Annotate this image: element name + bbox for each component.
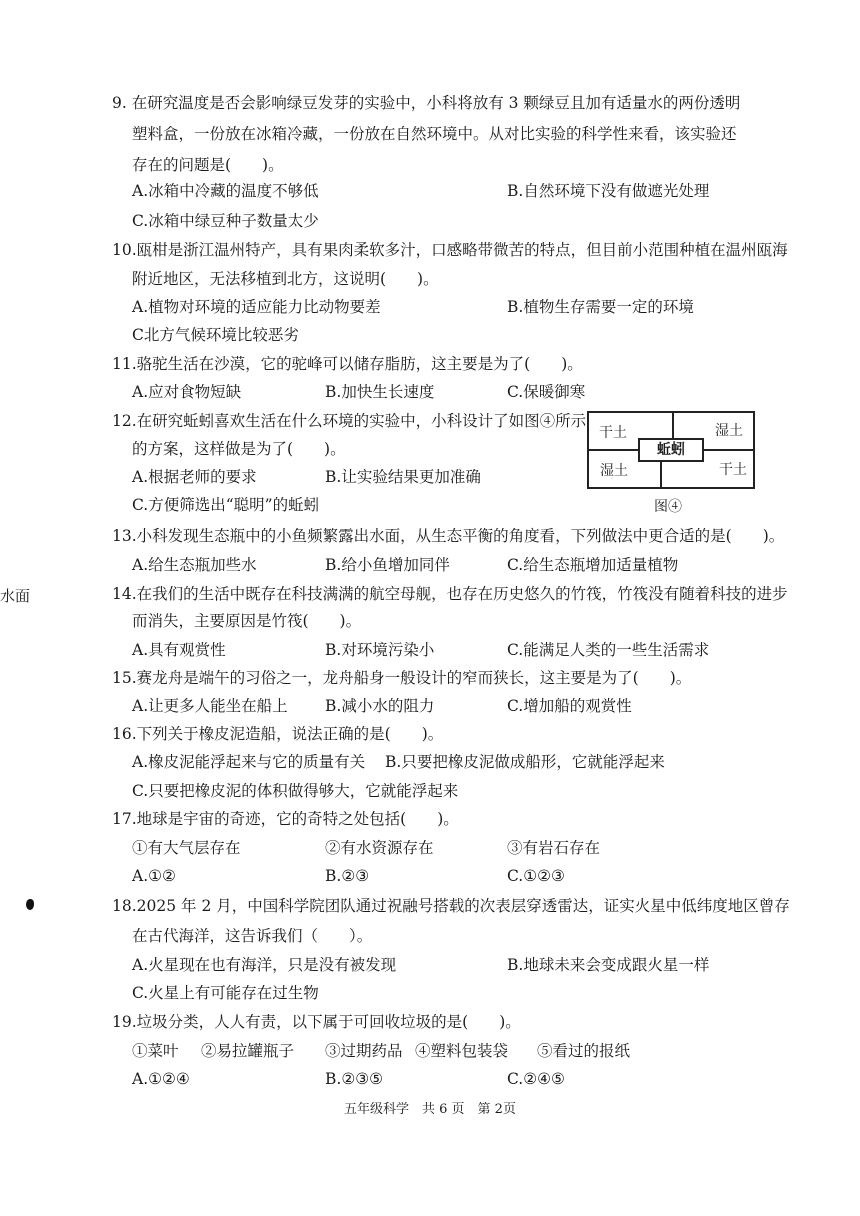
q18-line-1: 18.2025 年 2 月，中国科学院团队通过祝融号搭载的次表层穿透雷达，证实火星中低纬度地区曾存 xyxy=(112,897,790,915)
q12-option-b: B.让实验结果更加准确 xyxy=(325,468,481,486)
q18-line-2: 在古代海洋，这告诉我们（ ）。 xyxy=(132,927,373,945)
q10-option-b: B.植物生存需要一定的环境 xyxy=(507,298,694,316)
q10-option-c: C北方气候环境比较恶劣 xyxy=(132,326,299,344)
cell-dry-soil-top-left: 干土 xyxy=(599,425,627,441)
earthworm-experiment-diagram xyxy=(587,411,755,489)
q17-line-1: 17.地球是宇宙的奇迹，它的奇特之处包括( )。 xyxy=(112,810,459,828)
q11-line-1: 11.骆驼生活在沙漠，它的驼峰可以储存脂肪，这主要是为了( )。 xyxy=(112,355,583,373)
q19-item-3: ③过期药品 xyxy=(325,1042,403,1060)
q11-option-a: A.应对食物短缺 xyxy=(132,383,242,401)
q13-option-c: C.给生态瓶增加适量植物 xyxy=(507,556,679,574)
q16-line-1: 16.下列关于橡皮泥造船，说法正确的是( )。 xyxy=(112,725,444,743)
q12-option-a: A.根据老师的要求 xyxy=(132,468,257,486)
q10-line-1: 10.瓯柑是浙江温州特产，具有果肉柔软多汁，口感略带微苦的特点，但目前小范围种植在温州瓯海 xyxy=(112,241,788,259)
cell-dry-soil-bottom-right: 干土 xyxy=(719,462,747,478)
q17-item-1: ①有大气层存在 xyxy=(132,839,241,857)
cell-wet-soil-top-right: 湿土 xyxy=(715,423,743,439)
q9-option-c: C.冰箱中绿豆种子数量太少 xyxy=(132,212,319,230)
q12-line-1: 12.在研究蚯蚓喜欢生活在什么环境的实验中，小科设计了如图④所示 xyxy=(112,412,587,430)
q9-option-b: B.自然环境下没有做遮光处理 xyxy=(507,182,710,200)
margin-note: 水面 xyxy=(0,587,31,605)
q12-line-2: 的方案，这样做是为了( )。 xyxy=(132,440,346,458)
q19-item-1: ①菜叶 xyxy=(132,1042,179,1060)
earthworm-center-box: 蚯蚓 xyxy=(638,438,704,462)
q15-line-1: 15.赛龙舟是端午的习俗之一，龙舟船身一般设计的窄而狭长，这主要是为了( )。 xyxy=(112,669,692,687)
q10-option-a: A.植物对环境的适应能力比动物要差 xyxy=(132,298,381,316)
q17-option-c: C.①②③ xyxy=(507,867,565,885)
q14-option-c: C.能满足人类的一些生活需求 xyxy=(507,641,710,659)
q17-option-b: B.②③ xyxy=(325,867,370,885)
q19-option-a: A.①②④ xyxy=(132,1070,190,1088)
q14-option-a: A.具有观赏性 xyxy=(132,641,226,659)
q9-option-a: A.冰箱中冷藏的温度不够低 xyxy=(132,182,319,200)
q19-option-b: B.②③⑤ xyxy=(325,1070,384,1088)
q15-option-b: B.减小水的阻力 xyxy=(325,697,435,715)
q16-option-b: B.只要把橡皮泥做成船形，它就能浮起来 xyxy=(385,753,665,771)
q9-line-2: 塑料盒，一份放在冰箱冷藏，一份放在自然环境中。从对比实验的科学性来看，该实验还 xyxy=(132,125,737,143)
q19-option-c: C.②④⑤ xyxy=(507,1070,565,1088)
q14-option-b: B.对环境污染小 xyxy=(325,641,435,659)
page-footer: 五年级科学 共 6 页 第 2页 xyxy=(344,1102,516,1117)
q14-line-2: 而消失，主要原因是竹筏( )。 xyxy=(132,612,362,630)
q18-option-b: B.地球未来会变成跟火星一样 xyxy=(507,956,710,974)
q19-item-4: ④塑料包装袋 xyxy=(415,1042,509,1060)
q19-item-5: ⑤看过的报纸 xyxy=(537,1042,631,1060)
q17-item-3: ③有岩石存在 xyxy=(507,839,601,857)
q11-option-c: C.保暖御寒 xyxy=(507,383,586,401)
figure-caption: 图④ xyxy=(654,499,682,515)
q12-option-c: C.方便筛选出“聪明”的蚯蚓 xyxy=(132,496,320,514)
q17-option-a: A.①② xyxy=(132,867,176,885)
q15-option-a: A.让更多人能坐在船上 xyxy=(132,697,288,715)
q18-option-a: A.火星现在也有海洋，只是没有被发现 xyxy=(132,956,397,974)
q16-option-a: A.橡皮泥能浮起来与它的质量有关 xyxy=(132,753,366,771)
q13-line-1: 13.小科发现生态瓶中的小鱼频繁露出水面，从生态平衡的角度看，下列做法中更合适的是( )。 xyxy=(112,527,785,545)
q11-option-b: B.加快生长速度 xyxy=(325,383,435,401)
q13-option-a: A.给生态瓶加些水 xyxy=(132,556,257,574)
q14-line-1: 14.在我们的生活中既存在科技满满的航空母舰，也存在历史悠久的竹筏，竹筏没有随着科技的进步 xyxy=(112,585,788,603)
q13-option-b: B.给小鱼增加同伴 xyxy=(325,556,450,574)
q19-item-2: ②易拉罐瓶子 xyxy=(201,1042,295,1060)
q9-line-3: 存在的问题是( )。 xyxy=(132,156,284,174)
q15-option-c: C.增加船的观赏性 xyxy=(507,697,632,715)
q16-option-c: C.只要把橡皮泥的体积做得够大，它就能浮起来 xyxy=(132,782,459,800)
q10-line-2: 附近地区，无法移植到北方，这说明( )。 xyxy=(132,270,439,288)
q9-line-1: 9. 在研究温度是否会影响绿豆发芽的实验中，小科将放有 3 颗绿豆且加有适量水的两份透明 xyxy=(112,94,741,112)
q18-option-c: C.火星上有可能存在过生物 xyxy=(132,984,319,1002)
margin-ink-mark xyxy=(26,899,34,910)
q19-line-1: 19.垃圾分类，人人有责，以下属于可回收垃圾的是( )。 xyxy=(112,1013,521,1031)
q17-item-2: ②有水资源存在 xyxy=(325,839,434,857)
cell-wet-soil-bottom-left: 湿土 xyxy=(600,463,628,479)
